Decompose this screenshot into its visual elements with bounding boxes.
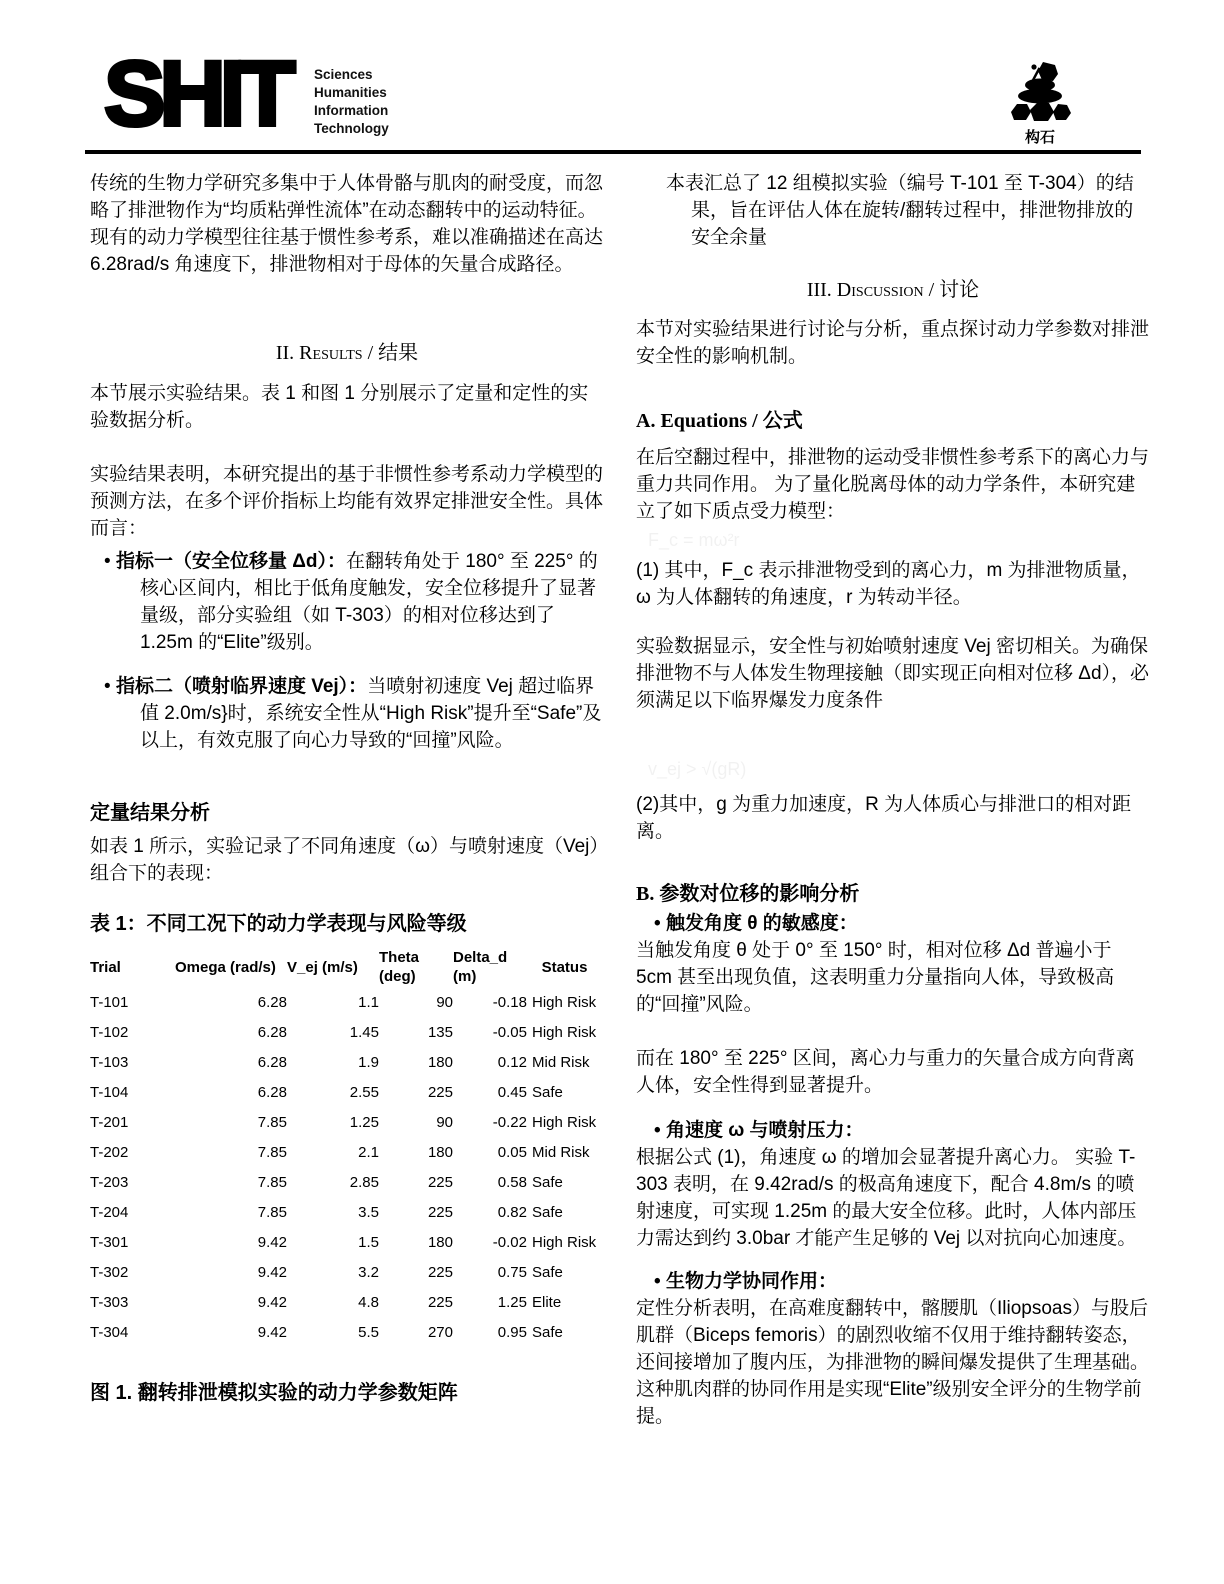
column-header-vej: V_ej (m/s) — [287, 958, 358, 976]
bullet-icon: • — [654, 1120, 661, 1141]
metric-1-bullet — [90, 548, 604, 656]
table-row: T-304 9.42 5.5 270 0.95 Safe — [90, 1324, 563, 1341]
table-row: T-303 9.42 4.8 225 1.25 Elite — [90, 1294, 562, 1311]
bullet-icon: • — [104, 551, 111, 572]
intro-paragraph: 传统的生物力学研究多集中于人体骨骼与肌肉的耐受度，而忽略了排泄物作为“均质粘弹性流体”在动态翻转中的运动特征。现有的动力学模型往往基于惯性参考系，难以准确描述在高达 6.28rad/s 角速度下，排泄物相对于母体的矢量合成路径。 — [90, 173, 604, 275]
table-row: T-103 6.28 1.9 180 0.12 Mid Risk — [90, 1054, 590, 1071]
results-section-heading: II. Results / 结果 — [275, 342, 419, 364]
faint-equation-1: F_c = mω²r — [648, 530, 740, 550]
param-analysis-subheading: B. 参数对位移的影响分析 — [636, 883, 860, 905]
tagline-line: Technology — [314, 121, 389, 136]
discussion-section-heading: III. Discussion / 讨论 — [806, 279, 980, 301]
journal-logo-text: SHIT — [104, 43, 290, 145]
table-caption-continuation: 本表汇总了 12 组模拟实验（编号 T-101 至 T-304）的结果，旨在评估人体在旋转/翻转过程中，排泄物排放的安全余量 — [666, 173, 1134, 248]
table-1-title: 表 1：不同工况下的动力学表现与风险等级 — [90, 913, 467, 935]
theta-sensitivity-paragraph: 当触发角度 θ 处于 0° 至 150° 时，相对位移 Δd 普遍小于 5cm 甚至出现负值，这表明重力分量指向人体，导致极高的“回撞”风险。 — [636, 940, 1115, 1015]
table-row: T-302 9.42 3.2 225 0.75 Safe — [90, 1264, 563, 1281]
figure-1-caption: 图 1. 翻转排泄模拟实验的动力学参数矩阵 — [90, 1382, 458, 1404]
stacked-stones-poop-icon — [1002, 58, 1078, 124]
results-table-body — [90, 988, 602, 1348]
table-row: T-101 6.28 1.1 90 -0.18 High Risk — [90, 994, 597, 1011]
table-row: T-204 7.85 3.5 225 0.82 Safe — [90, 1204, 563, 1221]
header-rule — [85, 150, 1141, 154]
results-table-header — [90, 946, 602, 988]
table-row: T-102 6.28 1.45 135 -0.05 High Risk — [90, 1024, 597, 1041]
equations-paragraph-1: 在后空翻过程中，排泄物的运动受非惯性参考系下的离心力与重力共同作用。 为了量化脱离母体的动力学条件，本研究建立了如下质点受力模型： — [636, 447, 1150, 522]
equations-paragraph-2: (1) 其中，F_c 表示排泄物受到的离心力，m 为排泄物质量，ω 为人体翻转的角速度，r 为转动半径。 — [636, 560, 1141, 608]
bullet-icon: • — [104, 676, 111, 697]
equations-paragraph-3: 实验数据显示，安全性与初始喷射速度 Vej 密切相关。为确保排泄物不与人体发生物理接触（即实现正向相对位移 Δd），必须满足以下临界爆发力度条件 — [636, 636, 1150, 711]
table-row: T-104 6.28 2.55 225 0.45 Safe — [90, 1084, 563, 1101]
theta-sensitivity-bullet — [636, 910, 1150, 937]
quant-analysis-paragraph: 如表 1 所示，实验记录了不同角速度（ω）与喷射速度（Vej）组合下的表现： — [90, 836, 599, 884]
biomech-synergy-paragraph: 定性分析表明，在高难度翻转中，髂腰肌（Iliopsoas）与股后肌群（Biceps femoris）的剧烈收缩不仅用于维持翻转姿态，还间接增加了腹内压，为排泄物的瞬间爆发提供了生理基础。 这种肌肉群的协同作用是实现“Elite”级别安全评分的生物学前提。 — [636, 1298, 1150, 1427]
table-row: T-202 7.85 2.1 180 0.05 Mid Risk — [90, 1144, 590, 1161]
bullet-icon: • — [654, 913, 661, 934]
omega-pressure-paragraph: 根据公式 (1)，角速度 ω 的增加会显著提升离心力。 实验 T-303 表明，在 9.42rad/s 的极高角速度下，配合 4.8m/s 的喷射速度，可实现 1.25m 的最大安全位移。此时，人体内部压力需达到约 3.0bar 才能产生足够的 Vej 以对抗向心加速度。 — [636, 1147, 1137, 1249]
publisher-logo — [1002, 58, 1078, 147]
quant-analysis-heading: 定量结果分析 — [90, 802, 210, 824]
bullet-icon: • — [654, 1271, 661, 1292]
omega-pressure-label: 角速度 ω 与喷射压力： — [665, 1120, 864, 1141]
journal-tagline — [314, 66, 389, 138]
tagline-line: Sciences — [314, 67, 373, 82]
metric-1-text: 在翻转角处于 180° 至 225° 的核心区间内，相比于低角度触发，安全位移提升了显著量级，部分实验组（如 T-303）的相对位移达到了 1.25m 的“Elite”级别。 — [140, 551, 598, 653]
publisher-logo-caption: 构石 — [1024, 129, 1055, 146]
right-column — [636, 170, 1150, 1430]
table-row: T-203 7.85 2.85 225 0.58 Safe — [90, 1174, 563, 1191]
table-row: T-301 9.42 1.5 180 -0.02 High Risk — [90, 1234, 597, 1251]
tagline-line: Humanities — [314, 85, 387, 100]
column-header-delta-d: Delta_d (m) — [453, 949, 508, 985]
omega-pressure-bullet — [636, 1117, 1150, 1144]
equations-subheading: A. Equations / 公式 — [636, 410, 803, 432]
tagline-line: Information — [314, 103, 389, 118]
column-header-theta: Theta (deg) — [379, 949, 420, 985]
theta-range-paragraph: 而在 180° 至 225° 区间，离心力与重力的矢量合成方向背离人体，安全性得到显著提升。 — [636, 1048, 1135, 1096]
metric-1-label: 指标一（安全位移量 Δd）： — [115, 551, 346, 572]
metric-2-bullet — [90, 673, 604, 754]
faint-equation-2: v_ej > √(gR) — [648, 759, 747, 779]
masthead — [104, 43, 290, 148]
equations-paragraph-4: (2)其中，g 为重力加速度，R 为人体质心与排泄口的相对距离。 — [636, 794, 1132, 842]
column-header-omega: Omega (rad/s) — [175, 958, 276, 976]
results-table — [90, 946, 602, 1348]
metric-2-label: 指标二（喷射临界速度 Vej）： — [115, 676, 368, 697]
biomech-synergy-label: 生物力学协同作用： — [665, 1271, 837, 1292]
biomech-synergy-bullet — [636, 1268, 1150, 1295]
results-paragraph-1: 本节展示实验结果。表 1 和图 1 分别展示了定量和定性的实验数据分析。 — [90, 383, 589, 431]
metric-2-text: 当喷射初速度 Vej 超过临界值 2.0m/s}时，系统安全性从“High Risk”提升至“Safe”及以上，有效克服了向心力导致的“回撞”风险。 — [140, 676, 602, 751]
column-header-status: Status — [541, 958, 588, 976]
table-row: T-201 7.85 1.25 90 -0.22 High Risk — [90, 1114, 597, 1131]
theta-sensitivity-label: 触发角度 θ 的敏感度： — [665, 913, 858, 934]
discussion-paragraph: 本节对实验结果进行讨论与分析，重点探讨动力学参数对排泄安全性的影响机制。 — [636, 319, 1150, 367]
results-paragraph-2: 实验结果表明，本研究提出的基于非惯性参考系动力学模型的预测方法，在多个评价指标上均能有效界定排泄安全性。具体而言： — [90, 464, 604, 539]
column-header-trial: Trial — [90, 958, 121, 976]
left-column — [90, 170, 604, 1407]
